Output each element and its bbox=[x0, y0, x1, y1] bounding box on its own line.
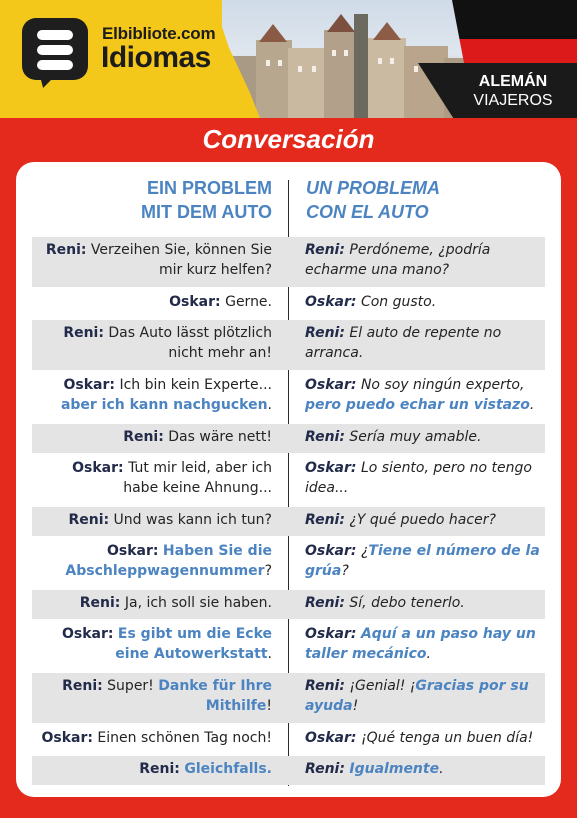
speaker-name: Oskar: bbox=[305, 377, 357, 393]
building bbox=[368, 38, 406, 118]
page-title: Conversación bbox=[202, 124, 375, 154]
highlighted-phrase: taller mecánico bbox=[305, 645, 427, 662]
highlighted-phrase: ayuda bbox=[305, 697, 353, 714]
text-line bbox=[36, 459, 272, 479]
text-segment: Con gusto. bbox=[356, 294, 437, 310]
roof bbox=[259, 24, 287, 42]
text-segment: idea... bbox=[305, 479, 349, 496]
text-line bbox=[305, 428, 541, 448]
text-segment: ? bbox=[264, 562, 272, 579]
text-line bbox=[305, 625, 541, 645]
text-line bbox=[36, 376, 272, 396]
highlighted-phrase: grúa bbox=[305, 562, 342, 579]
spanish-line bbox=[305, 677, 541, 716]
speaker-name: Oskar: bbox=[72, 460, 124, 476]
spanish-heading-line: CON EL AUTO bbox=[306, 202, 429, 222]
highlighted-phrase: Igualmente bbox=[349, 761, 440, 777]
text-line bbox=[305, 511, 541, 531]
highlighted-phrase: Abschleppwagennummer bbox=[65, 562, 265, 579]
spanish-line bbox=[305, 376, 541, 415]
logo-mark bbox=[37, 30, 73, 70]
speaker-name: Reni: bbox=[79, 595, 121, 611]
speaker-name: Reni: bbox=[68, 512, 110, 528]
spanish-line bbox=[305, 293, 541, 313]
spanish-line bbox=[305, 241, 541, 280]
text-line bbox=[305, 562, 541, 582]
speaker-name: Oskar: bbox=[61, 626, 114, 642]
highlighted-phrase: aber ich kann nachgucken bbox=[60, 396, 268, 413]
speaker-name: Oskar: bbox=[41, 730, 93, 746]
german-heading-line: MIT DEM AUTO bbox=[141, 202, 272, 222]
badge-language: ALEMÁN bbox=[478, 73, 548, 90]
text-line bbox=[305, 293, 541, 313]
speaker-name: Reni: bbox=[305, 678, 345, 694]
text-line bbox=[305, 760, 541, 780]
speaker-name: Reni: bbox=[305, 242, 345, 258]
text-line bbox=[36, 697, 272, 717]
text-segment: Gerne. bbox=[220, 294, 272, 310]
window bbox=[278, 60, 282, 66]
text-line bbox=[36, 344, 272, 364]
statue-column bbox=[354, 14, 368, 118]
window bbox=[298, 66, 302, 72]
highlighted-phrase: Gleichfalls. bbox=[184, 761, 272, 777]
german-heading-line: EIN PROBLEM bbox=[146, 178, 272, 198]
text-line bbox=[305, 542, 541, 562]
text-segment: Das wäre nett! bbox=[163, 429, 272, 445]
spanish-line bbox=[305, 729, 541, 749]
speaker-name: Reni: bbox=[45, 242, 87, 258]
dialogue-row bbox=[32, 725, 545, 754]
spanish-line bbox=[305, 511, 541, 531]
german-line bbox=[36, 511, 272, 531]
roof bbox=[373, 22, 401, 40]
text-segment: ? bbox=[341, 562, 349, 579]
text-line bbox=[305, 479, 541, 499]
dialogue-row bbox=[32, 673, 545, 723]
german-line bbox=[36, 428, 272, 448]
text-segment: Ja, ich soll sie haben. bbox=[120, 595, 272, 611]
window bbox=[390, 58, 394, 64]
text-line bbox=[36, 729, 272, 749]
highlighted-phrase: Tiene el número de la bbox=[368, 543, 540, 559]
building bbox=[288, 48, 328, 118]
text-segment: No soy ningún experto, bbox=[356, 377, 525, 393]
speaker-name: Reni: bbox=[305, 325, 345, 341]
spanish-line bbox=[305, 625, 541, 664]
text-line bbox=[305, 396, 541, 416]
text-line bbox=[36, 241, 272, 261]
highlighted-phrase: Aquí a un paso hay un bbox=[360, 626, 536, 642]
dialogue-row bbox=[32, 507, 545, 536]
text-segment: Super! bbox=[102, 678, 159, 694]
spanish-line bbox=[305, 428, 541, 448]
text-segment: Ich bin kein Experte... bbox=[115, 377, 272, 393]
text-segment: ¡Genial! ¡ bbox=[344, 678, 416, 694]
speaker-name: Reni: bbox=[63, 325, 104, 341]
building bbox=[256, 40, 292, 118]
text-line bbox=[305, 344, 541, 364]
text-line bbox=[36, 261, 272, 281]
text-line bbox=[36, 594, 272, 614]
text-segment: Sí, debo tenerlo. bbox=[344, 595, 465, 611]
text-line bbox=[36, 293, 272, 313]
text-line bbox=[36, 645, 272, 665]
building bbox=[324, 30, 358, 118]
spanish-line bbox=[305, 324, 541, 363]
text-line bbox=[36, 562, 272, 582]
text-segment: . bbox=[529, 396, 535, 413]
text-line bbox=[36, 324, 272, 344]
text-segment: nicht mehr an! bbox=[168, 344, 272, 361]
dialogue-row bbox=[32, 424, 545, 453]
text-line bbox=[305, 594, 541, 614]
german-line bbox=[36, 376, 272, 415]
speaker-name: Oskar: bbox=[305, 543, 357, 559]
german-line bbox=[36, 241, 272, 280]
text-segment: Perdóneme, ¿podría bbox=[344, 242, 491, 258]
text-segment: ! bbox=[266, 697, 272, 714]
language-badge-text bbox=[458, 72, 568, 110]
dialogue-row bbox=[32, 538, 545, 588]
text-line bbox=[36, 677, 272, 697]
window bbox=[414, 66, 418, 72]
highlighted-phrase: Gracias por su bbox=[415, 678, 529, 694]
german-line bbox=[36, 293, 272, 313]
text-segment: Tut mir leid, aber ich bbox=[123, 460, 272, 476]
highlighted-phrase: Danke für Ihre bbox=[158, 678, 272, 694]
text-line bbox=[36, 760, 272, 780]
german-line bbox=[36, 677, 272, 716]
brand-name: Idiomas bbox=[101, 41, 211, 74]
spanish-line bbox=[305, 459, 541, 498]
speaker-name: Reni: bbox=[62, 678, 103, 694]
text-segment: Das Auto lässt plötzlich bbox=[103, 325, 272, 341]
speaker-name: Oskar: bbox=[106, 543, 159, 559]
text-line bbox=[305, 645, 541, 665]
text-segment: habe keine Ahnung... bbox=[123, 479, 272, 496]
highlighted-phrase: eine Autowerkstatt bbox=[115, 645, 268, 662]
dialogue-rows bbox=[32, 237, 545, 785]
text-line bbox=[36, 625, 272, 645]
text-segment: Verzeihen Sie, können Sie bbox=[86, 242, 272, 258]
text-segment: . bbox=[426, 645, 431, 662]
text-line bbox=[36, 396, 272, 416]
text-line bbox=[36, 542, 272, 562]
text-segment: ! bbox=[352, 697, 359, 714]
dialogue-row bbox=[32, 621, 545, 671]
text-line bbox=[305, 459, 541, 479]
highlighted-phrase: Mithilfe bbox=[205, 697, 267, 714]
text-line bbox=[36, 511, 272, 531]
text-line bbox=[305, 376, 541, 396]
highlighted-phrase: Es gibt um die Ecke bbox=[117, 626, 272, 642]
text-line bbox=[305, 261, 541, 281]
spanish-line bbox=[305, 542, 541, 581]
speaker-name: Reni: bbox=[305, 761, 345, 777]
text-segment: Lo siento, pero no tengo bbox=[356, 460, 532, 476]
text-line bbox=[305, 241, 541, 261]
speaker-name: Oskar: bbox=[305, 460, 357, 476]
text-segment: El auto de repente no bbox=[344, 325, 502, 341]
header-banner bbox=[0, 0, 577, 118]
text-line bbox=[36, 479, 272, 499]
speaker-name: Reni: bbox=[305, 429, 345, 445]
text-segment: . bbox=[267, 645, 272, 662]
text-segment: ¡Qué tenga un buen día! bbox=[356, 730, 534, 746]
text-line bbox=[36, 428, 272, 448]
speaker-name: Oskar: bbox=[169, 294, 221, 310]
dialogue-row bbox=[32, 372, 545, 422]
text-line bbox=[305, 729, 541, 749]
window bbox=[266, 60, 270, 66]
german-heading bbox=[32, 176, 272, 224]
speaker-name: Oskar: bbox=[305, 294, 357, 310]
text-segment: echarme una mano? bbox=[305, 261, 450, 278]
speaker-name: Oskar: bbox=[305, 626, 357, 642]
highlighted-phrase: pero puedo echar un vistazo bbox=[305, 396, 530, 413]
german-line bbox=[36, 729, 272, 749]
text-line bbox=[305, 324, 541, 344]
speaker-name: Oskar: bbox=[305, 730, 357, 746]
speaker-name: Reni: bbox=[123, 429, 164, 445]
spanish-line bbox=[305, 760, 541, 780]
speaker-name: Oskar: bbox=[63, 377, 116, 393]
spanish-heading bbox=[306, 176, 546, 224]
site-name: Elbibliote.com bbox=[102, 24, 216, 43]
spanish-line bbox=[305, 594, 541, 614]
text-segment: Sería muy amable. bbox=[344, 429, 482, 445]
window bbox=[344, 50, 348, 56]
dialogue-row bbox=[32, 320, 545, 370]
dialogue-row bbox=[32, 756, 545, 785]
dialogue-row bbox=[32, 237, 545, 287]
dialogue-row bbox=[32, 289, 545, 318]
text-segment: mir kurz helfen? bbox=[158, 261, 272, 278]
text-line bbox=[305, 697, 541, 717]
text-line bbox=[305, 677, 541, 697]
highlighted-phrase: Haben Sie die bbox=[162, 543, 272, 559]
text-segment: ¿ bbox=[356, 543, 369, 559]
dialogue-row bbox=[32, 590, 545, 619]
text-segment: ¿Y qué puedo hacer? bbox=[344, 512, 496, 528]
text-segment: arranca. bbox=[305, 344, 364, 361]
badge-audience: VIAJEROS bbox=[473, 92, 553, 109]
spanish-heading-line: UN PROBLEMA bbox=[306, 178, 440, 198]
window bbox=[312, 66, 316, 72]
text-segment: . bbox=[439, 761, 444, 777]
roof bbox=[327, 14, 355, 32]
text-segment: Und was kann ich tun? bbox=[109, 512, 272, 528]
window bbox=[332, 50, 336, 56]
german-line bbox=[36, 625, 272, 664]
german-line bbox=[36, 542, 272, 581]
speaker-name: Reni: bbox=[139, 761, 180, 777]
speaker-name: Reni: bbox=[305, 595, 345, 611]
german-line bbox=[36, 324, 272, 363]
dialogue-row bbox=[32, 455, 545, 505]
text-segment: Einen schönen Tag noch! bbox=[92, 730, 272, 746]
text-segment: . bbox=[267, 396, 272, 413]
german-line bbox=[36, 459, 272, 498]
german-line bbox=[36, 594, 272, 614]
german-line bbox=[36, 760, 272, 780]
window bbox=[378, 58, 382, 64]
speaker-name: Reni: bbox=[305, 512, 345, 528]
